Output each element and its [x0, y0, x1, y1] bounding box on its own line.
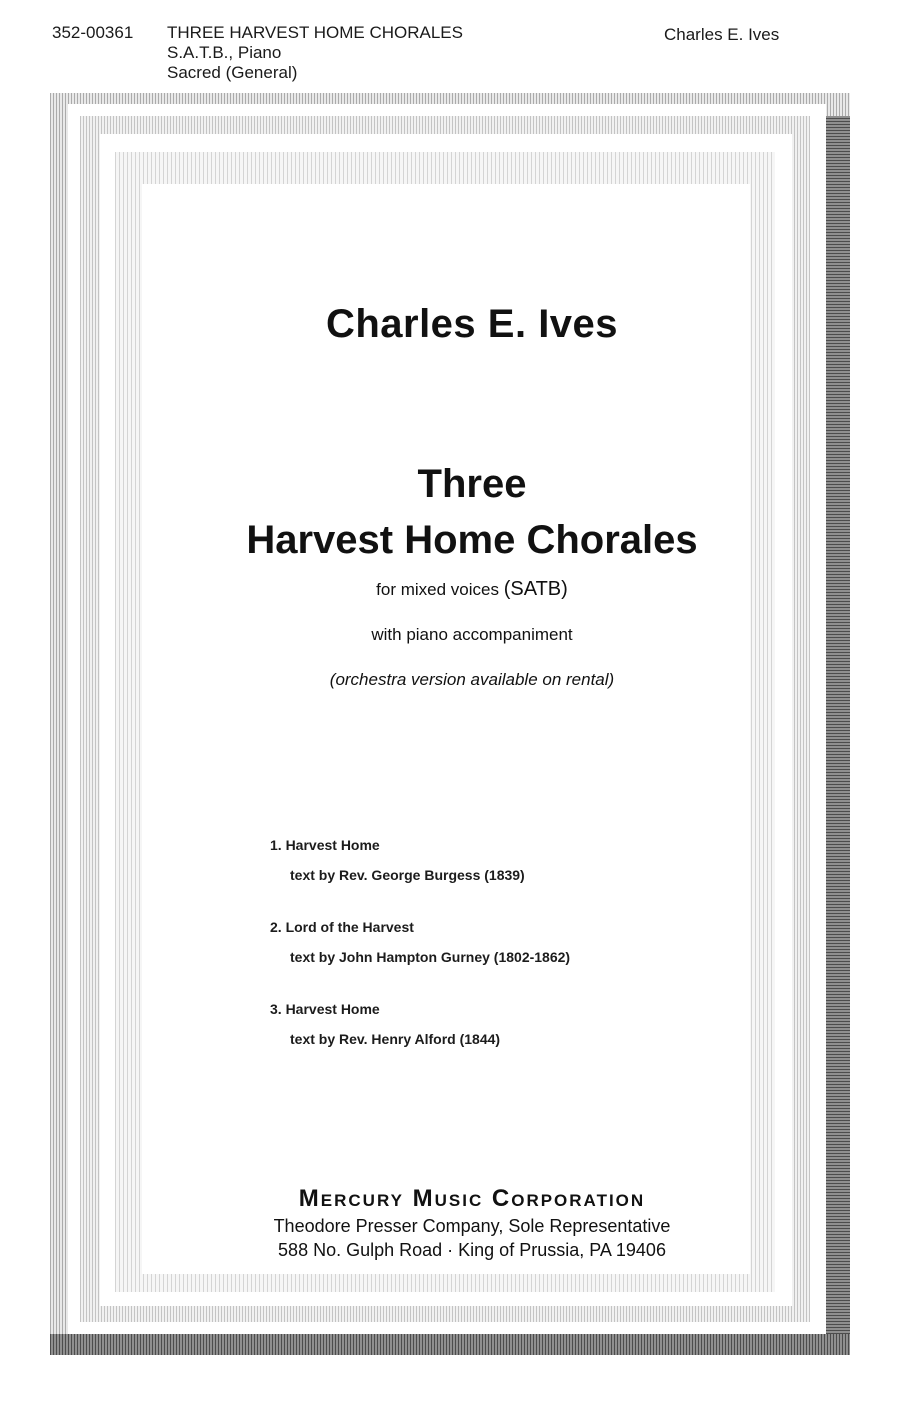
piece-title: 1. Harvest Home: [270, 837, 380, 853]
title-line-1: Three: [417, 462, 527, 506]
rental-note: (orchestra version available on rental): [329, 670, 615, 689]
contents-list: [270, 830, 570, 1054]
piece-text-credit: text by John Hampton Gurney (1802-1862): [290, 949, 571, 965]
subtitle-prefix: for mixed voices: [376, 580, 499, 599]
list-item: [270, 912, 570, 972]
piece-title: 2. Lord of the Harvest: [270, 919, 414, 935]
composer-name: Charles E. Ives: [325, 302, 619, 346]
piece-title: 3. Harvest Home: [270, 1001, 380, 1017]
header-composer: Charles E. Ives: [664, 25, 780, 44]
list-item: [270, 830, 570, 890]
content-panel: [142, 184, 750, 1274]
publisher-name: Mercury Music Corporation: [298, 1185, 646, 1212]
header-voicing: S.A.T.B., Piano: [167, 43, 282, 62]
accompaniment: with piano accompaniment: [371, 625, 573, 644]
piece-text-credit: text by Rev. George Burgess (1839): [290, 867, 525, 883]
header-category: Sacred (General): [167, 63, 298, 82]
frame-bottom-shadow: [50, 1334, 850, 1355]
piece-text-credit: text by Rev. Henry Alford (1844): [290, 1031, 501, 1047]
publisher-address: 588 No. Gulph Road · King of Prussia, PA 19406: [278, 1240, 666, 1260]
publisher-representative: Theodore Presser Company, Sole Representative: [273, 1216, 671, 1236]
title-line-2: Harvest Home Chorales: [246, 518, 698, 562]
subtitle-voicing: (SATB): [503, 578, 568, 600]
subtitle: [0, 578, 900, 601]
list-item: [270, 994, 570, 1054]
catalog-number: 352-00361: [52, 23, 134, 42]
header-title: THREE HARVEST HOME CHORALES: [167, 23, 463, 42]
